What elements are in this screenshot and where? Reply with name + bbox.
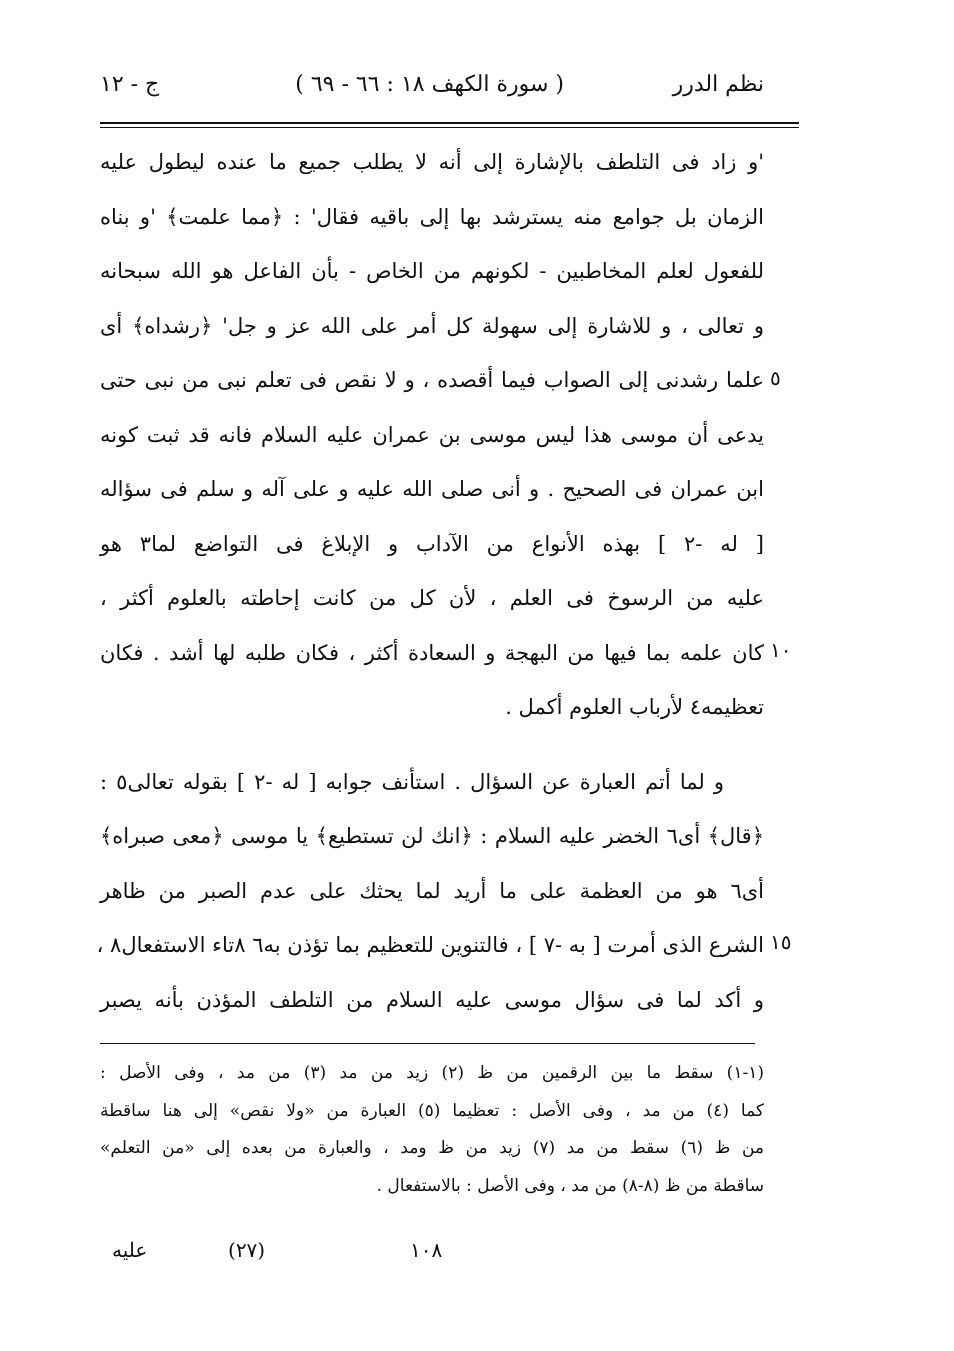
catchword: عليه — [112, 1238, 148, 1262]
line-number-5: ٥ — [770, 366, 781, 390]
footnote-separator — [100, 1043, 755, 1044]
header-rule — [100, 122, 799, 124]
text-line: علما رشدنى إلى الصواب فيما أقصده ، و لا نقص فى تعلم نبى من نبى حتى — [100, 368, 764, 392]
text-line: و تعالى ، و للاشارة إلى سهولة كل أمر على الله عز و جل' ﴿رشداه﴾ أى — [100, 313, 764, 338]
text-line: كان علمه بما فيها من البهجة و السعادة أكثر ، فكان طلبه لها أشد . فكان — [100, 640, 764, 665]
text-line: أى٦ هو من العظمة على ما أريد لما يحثك على عدم الصبر من ظاهر — [100, 878, 764, 903]
main-text — [96, 135, 764, 1027]
page-number: ١٠٨ — [410, 1238, 443, 1262]
text-line: عليه من الرسوخ فى العلم ، لأن كل من كانت إحاطته بالعلوم أكثر ، — [100, 586, 764, 610]
running-title: نظم الدرر — [672, 72, 764, 97]
header-rule-thin — [100, 127, 799, 128]
surah-reference: ( سورة الكهف ١٨ : ٦٦ - ٦٩ ) — [295, 72, 564, 97]
text-line: الشرع الذى أمرت [ به -٧ ] ، فالتنوين للتعظيم بما تؤذن به٦ ٨تاء الاستفعال٨ ، — [96, 933, 764, 957]
footnote-line: من ظ (٦) سقط من مد (٧) زيد من ظ ومد ، والعبارة من بعده إلى «من التعلم» — [100, 1138, 765, 1158]
footnote-line: ساقطة من ظ (٨-٨) من مد ، وفى الأصل : بالاستفعال . — [376, 1175, 764, 1196]
line-number-15: ١٥ — [770, 930, 792, 954]
text-line: يدعى أن موسى هذا ليس موسى بن عمران عليه السلام فانه قد ثبت كونه — [100, 422, 764, 447]
text-line: الزمان بل جوامع منه يسترشد بها إلى باقيه فقال' : ﴿مما علمت﴾ 'و بناه — [100, 204, 764, 229]
text-line: ﴿قال﴾ أى٦ الخضر عليه السلام : ﴿انك لن تستطيع﴾ يا موسى ﴿معى صبراه﴾ — [100, 824, 764, 848]
signature-mark: (٢٧) — [228, 1238, 266, 1262]
text-line: و أكد لما فى سؤال موسى عليه السلام من التلطف المؤذن بأنه يصبر — [100, 987, 764, 1012]
footnotes — [100, 1055, 764, 1205]
text-line: و لما أتم العبارة عن السؤال . استأنف جوابه [ له -٢ ] بقوله تعالى٥ : — [100, 769, 724, 794]
text-line: [ له -٢ ] بهذه الأنواع من الآداب و الإبلاغ فى التواضع لما٣ هو — [100, 531, 764, 556]
running-header — [100, 68, 764, 112]
text-line: تعظيمه٤ لأرباب العلوم أكمل . — [505, 695, 764, 719]
text-line: ابن عمران فى الصحيح . و أنى صلى الله عليه و على آله و سلم فى سؤاله — [100, 477, 764, 501]
footnote-line: كما (٤) من مد ، وفى الأصل : تعظيما (٥) العبارة من «ولا نقص» إلى هنا ساقطة — [100, 1100, 764, 1121]
line-number-10: ١٠ — [770, 638, 792, 662]
text-line: للفعول لعلم المخاطبين - لكونهم من الخاص - بأن الفاعل هو الله سبحانه — [100, 259, 764, 283]
volume-label: ج - ١٢ — [100, 72, 160, 97]
footnote-line: (١-١) سقط ما بين الرقمين من ظ (٢) زيد من مد (٣) من مد ، وفى الأصل : — [100, 1063, 764, 1083]
text-line: 'و زاد فى التلطف بالإشارة إلى أنه لا يطلب جميع ما عنده ليطول عليه — [100, 150, 764, 174]
